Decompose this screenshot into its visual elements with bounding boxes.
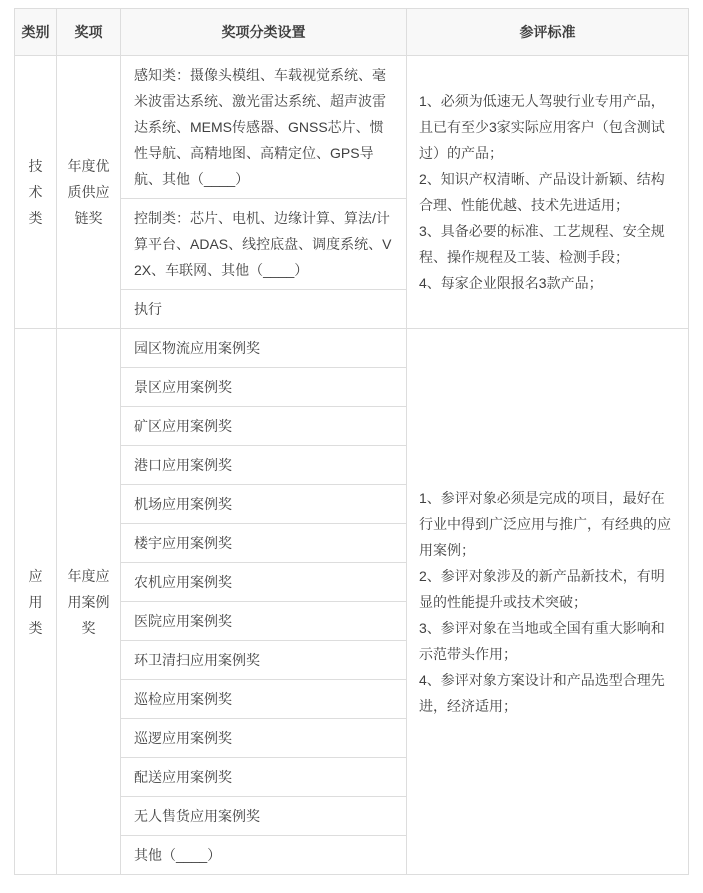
app-sub-cell: 环卫清扫应用案例奖 [121, 641, 407, 680]
criteria-item: 1、必须为低速无人驾驶行业专用产品，且已有至少3家实际应用客户（包含测试过）的产品； [419, 93, 665, 161]
app-sub-cell: 农机应用案例奖 [121, 563, 407, 602]
app-sub-cell: 配送应用案例奖 [121, 758, 407, 797]
app-sub-cell: 港口应用案例奖 [121, 446, 407, 485]
criteria-item: 2、知识产权清晰、产品设计新颖、结构合理、性能优越、技术先进适用； [419, 171, 665, 213]
app-sub-cell: 巡检应用案例奖 [121, 680, 407, 719]
tech-sub-execution: 执行 [121, 290, 407, 329]
header-criteria: 参评标准 [407, 9, 689, 56]
app-sub-cell: 医院应用案例奖 [121, 602, 407, 641]
app-sub-cell: 园区物流应用案例奖 [121, 329, 407, 368]
tech-criteria-cell [407, 56, 689, 329]
criteria-item: 4、每家企业限报名3款产品； [419, 275, 603, 291]
app-sub-cell: 巡逻应用案例奖 [121, 719, 407, 758]
tech-category-cell: 技术类 [15, 56, 57, 329]
header-row [15, 9, 689, 56]
criteria-item: 2、参评对象涉及的新产品新技术，有明显的性能提升或技术突破； [419, 567, 665, 610]
criteria-item: 3、具备必要的标准、工艺规程、安全规程、操作规程及工装、检测手段； [419, 223, 665, 265]
app-sub-cell: 其他（____） [121, 836, 407, 875]
tech-sub-control: 控制类：芯片、电机、边缘计算、算法/计算平台、ADAS、线控底盘、调度系统、V2X、车联网、其他（____） [121, 199, 407, 290]
criteria-item: 1、参评对象必须是完成的项目，最好在行业中得到广泛应用与推广，有经典的应用案例； [419, 489, 671, 558]
app-sub-cell: 机场应用案例奖 [121, 485, 407, 524]
app-sub-cell: 矿区应用案例奖 [121, 407, 407, 446]
header-award: 奖项 [57, 9, 121, 56]
criteria-item: 3、参评对象在当地或全国有重大影响和示范带头作用； [419, 619, 665, 662]
app-sub-cell: 景区应用案例奖 [121, 368, 407, 407]
criteria-item: 4、参评对象方案设计和产品选型合理先进，经济适用； [419, 671, 665, 714]
header-category: 类别 [15, 9, 57, 56]
header-sub-setting: 奖项分类设置 [121, 9, 407, 56]
tech-sub-perception: 感知类：摄像头模组、车载视觉系统、毫米波雷达系统、激光雷达系统、超声波雷达系统、MEMS传感器、GNSS芯片、惯性导航、高精地图、高精定位、GPS导航、其他（____） [121, 56, 407, 199]
app-award-cell: 年度应用案例奖 [57, 329, 121, 875]
tech-award-cell: 年度优质供应链奖 [57, 56, 121, 329]
app-criteria-cell [407, 329, 689, 875]
app-sub-cell: 无人售货应用案例奖 [121, 797, 407, 836]
app-category-cell: 应用类 [15, 329, 57, 875]
tech-row-perception [15, 56, 689, 199]
app-row [15, 329, 689, 368]
app-sub-cell: 楼宇应用案例奖 [121, 524, 407, 563]
award-criteria-table [14, 8, 689, 875]
